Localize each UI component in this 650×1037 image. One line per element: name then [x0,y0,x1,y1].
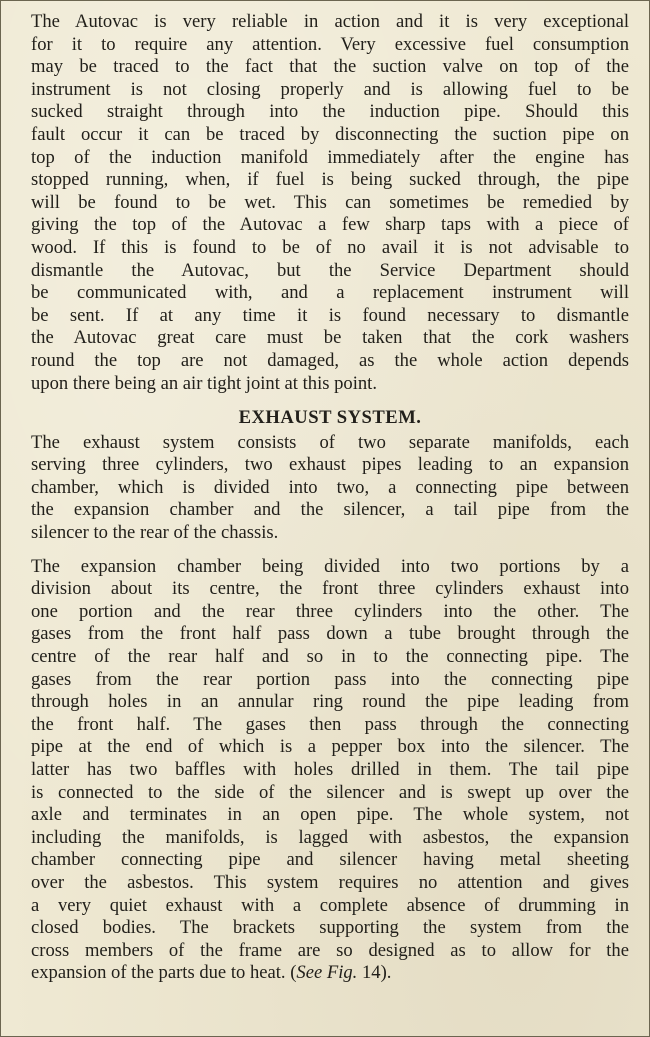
text-line: be communicated with, and a replacement instrument will [31,282,629,304]
text-line: The expansion chamber being divided into two portions by a [31,555,629,577]
text-fragment: expansion of the parts due to heat. ( [31,962,297,984]
text-line: through holes in an annular ring round the pipe leading from [31,691,629,713]
text-line: the front half. The gases then pass through the connecting [31,713,629,735]
text-line: latter has two baffles with holes drilled in them. The tail pipe [31,759,629,780]
text-line: be sent. If at any time it is found necessary to dismantle [31,304,629,326]
text-line: for it to require any attention. Very excessive fuel consumption [31,33,629,55]
text-line: stopped running, when, if fuel is being sucked through, the pipe [31,169,629,191]
text-line: gases from the rear portion pass into the connecting pipe [31,668,629,690]
text-line: pipe at the end of which is a pepper box into the silencer. The [31,736,629,758]
text-line: one portion and the rear three cylinders into the other. The [31,600,629,622]
text-line: axle and terminates in an open pipe. The whole system, not [31,804,629,826]
text-line: wood. If this is found to be of no avail it is not advisable to [31,236,629,258]
text-line: including the manifolds, is lagged with asbestos, the expansion [31,826,629,848]
paragraph-exhaust-overview [31,432,629,545]
text-line: cross members of the frame are so designed as to allow for the [31,939,629,961]
text-line: The exhaust system consists of two separate manifolds, each [31,431,629,453]
text-line: serving three cylinders, two exhaust pipes leading to an expansion [31,454,629,476]
text-line: may be traced to the fact that the suction valve on top of the [31,56,629,78]
paragraph-autovac [31,11,629,395]
text-line: chamber connecting pipe and silencer having metal sheeting [31,849,629,871]
text-line: silencer to the rear of the chassis. [31,522,279,544]
text-line: the expansion chamber and the silencer, a tail pipe from the [31,499,629,521]
text-line: a very quiet exhaust with a complete absence of drumming in [31,894,629,916]
text-line: is connected to the side of the silencer and is swept up over the [31,781,629,803]
text-line: division about its centre, the front three cylinders exhaust into [31,578,629,600]
paragraph-expansion-chamber [31,556,629,963]
text-line: closed bodies. The brackets supporting the system from the [31,917,629,939]
figure-reference: See Fig. [296,962,358,984]
text-line: upon there being an air tight joint at this point. [31,372,377,394]
document-body [31,11,629,985]
text-line: giving the top of the Autovac a few sharp taps with a piece of [31,214,629,236]
text-line: top of the induction manifold immediately after the engine has [31,146,629,168]
text-line: the Autovac great care must be taken that the cork washers [31,327,629,349]
text-line: dismantle the Autovac, but the Service Department should [31,259,629,281]
text-line: over the asbestos. This system requires no attention and gives [31,871,629,893]
text-line: instrument is not closing properly and is allowing fuel to be [31,78,629,100]
text-line: fault occur it can be traced by disconnecting the suction pipe on [31,123,629,145]
text-line: will be found to be wet. This can sometimes be remedied by [31,191,629,213]
text-line [31,962,629,985]
text-fragment: 14). [357,962,392,984]
paragraph-final-line [31,962,629,985]
text-line: round the top are not damaged, as the whole action depends [31,349,629,371]
paragraph-gap [31,545,629,556]
text-line: The Autovac is very reliable in action and it is very exceptional [31,11,629,32]
text-line: gases from the front half pass down a tube brought through the [31,623,629,645]
text-line: centre of the rear half and so in to the connecting pipe. The [31,646,629,668]
section-heading: EXHAUST SYSTEM. [238,407,422,429]
text-line: sucked straight through into the induction pipe. Should this [31,101,629,123]
text-line: chamber, which is divided into two, a connecting pipe between [31,476,629,498]
